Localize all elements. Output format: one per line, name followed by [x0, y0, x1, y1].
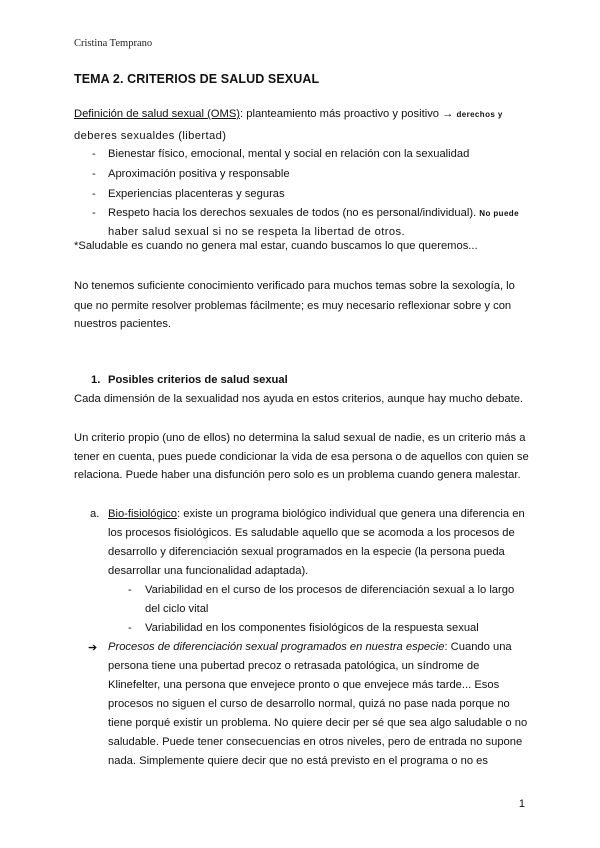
section-heading: Posibles criterios de salud sexual [108, 374, 288, 386]
bullet-dash: - [92, 148, 96, 160]
arrow-item-line-5: tiene porqué existir un problema. No quiere decir per sé que sea algo saludable o no [108, 717, 528, 729]
arrow-item-line-3: Klinefelter, una persona que envejece pronto o que envejece más tarde... Esos [108, 679, 500, 691]
item-a-text-1: : existe un programa biológico individual que genera una diferencia en [177, 508, 525, 520]
def-bullet-4-small-2: haber salud sexual si no se respeta la libertad de otros. [108, 226, 406, 238]
arrow-item-line-2: persona tiene una pubertad precoz o retrasada patológica, un síndrome de [108, 660, 480, 672]
def-bullet-1: Bienestar físico, emocional, mental y social en relación con la sexualidad [108, 148, 470, 160]
item-a-sub-1-line-1: Variabilidad en el curso de los procesos de diferenciación sexual a lo largo [145, 584, 515, 596]
item-a-sub-2: Variabilidad en los componentes fisiológicos de la respuesta sexual [145, 622, 479, 634]
page-title: TEMA 2. CRITERIOS DE SALUD SEXUAL [74, 72, 320, 86]
definition-term: Definición de salud sexual (OMS) [74, 108, 241, 120]
note-text: *Saludable es cuando no genera mal estar, cuando buscamos lo que queremos... [74, 240, 478, 252]
para-criterion-line-2: tener en cuenta, pues puede condicionar la vida de esa persona o de aquellos con quien se [74, 451, 529, 463]
def-bullet-4-text: Respeto hacia los derechos sexuales de todos (no es personal/individual). [108, 207, 480, 219]
para-knowledge-line-1: No tenemos suficiente conocimiento verificado para muchos temas sobre la sexología, lo [74, 280, 515, 292]
def-bullet-4 [108, 207, 519, 219]
sub-bullet-dash: - [128, 584, 132, 596]
arrow-item-text-1: : Cuando una [444, 641, 512, 653]
bullet-dash: - [92, 168, 96, 180]
arrow-icon: ➔ [88, 642, 98, 654]
arrow-item-line-7: nada. Simplemente quiere decir que no está previsto en el programa o no es [108, 755, 488, 767]
def-bullet-2: Aproximación positiva y responsable [108, 168, 290, 180]
item-a-line-4: desarrollar una funcionalidad adaptada). [108, 565, 309, 577]
arrow-item-italic: Procesos de diferenciación sexual programados en nuestra especie [108, 641, 445, 653]
item-a-sub-1-line-2: del ciclo vital [145, 603, 209, 615]
para-criterion-line-3: relaciona. Puede haber una disfunción pero solo es un problema cuando genera malestar. [74, 469, 521, 481]
page-number: 1 [518, 798, 525, 810]
item-a-line-2: los procesos fisiológicos. Es saludable aquello que se acomoda a los procesos de [108, 527, 515, 539]
definition-small-2: deberes sexualdes (libertad) [74, 130, 227, 142]
item-a-label: a. [90, 508, 100, 520]
item-a-term: Bio-fisiológico [108, 508, 178, 520]
arrow-item-line-6: saludable. Puede tener consecuencias en otros niveles, pero de entrada no supone [108, 736, 523, 748]
para-knowledge-line-3: nuestros pacientes. [74, 318, 172, 330]
bullet-dash: - [92, 188, 96, 200]
definition-line [74, 108, 503, 120]
header-author: Cristina Temprano [74, 38, 153, 49]
sub-bullet-dash: - [128, 622, 132, 634]
item-a-line-1 [108, 508, 525, 520]
item-a-line-3: desarrollo y diferenciación sexual programados en la especie (la persona pueda [108, 546, 505, 558]
section-number: 1. [91, 374, 101, 386]
para-criterion-line-1: Un criterio propio (uno de ellos) no determina la salud sexual de nadie, es un criterio más a [74, 432, 526, 444]
para-knowledge-line-2: que no permite resolver problemas fácilmente; es muy necesario reflexionar sobre y con [74, 300, 512, 312]
bullet-dash: - [92, 207, 96, 219]
arrow-item-line-1 [108, 641, 512, 653]
definition-small-1: derechos y [456, 110, 503, 119]
section-intro: Cada dimensión de la sexualidad nos ayuda en estos criterios, aunque hay mucho debate. [74, 393, 524, 405]
arrow-item-line-4: procesos no siguen el curso de desarrollo normal, quizá no pase nada porque no [108, 698, 510, 710]
def-bullet-3: Experiencias placenteras y seguras [108, 188, 285, 200]
def-bullet-4-small-1: No puede [479, 209, 519, 218]
definition-text: : planteamiento más proactivo y positivo → [240, 108, 457, 120]
